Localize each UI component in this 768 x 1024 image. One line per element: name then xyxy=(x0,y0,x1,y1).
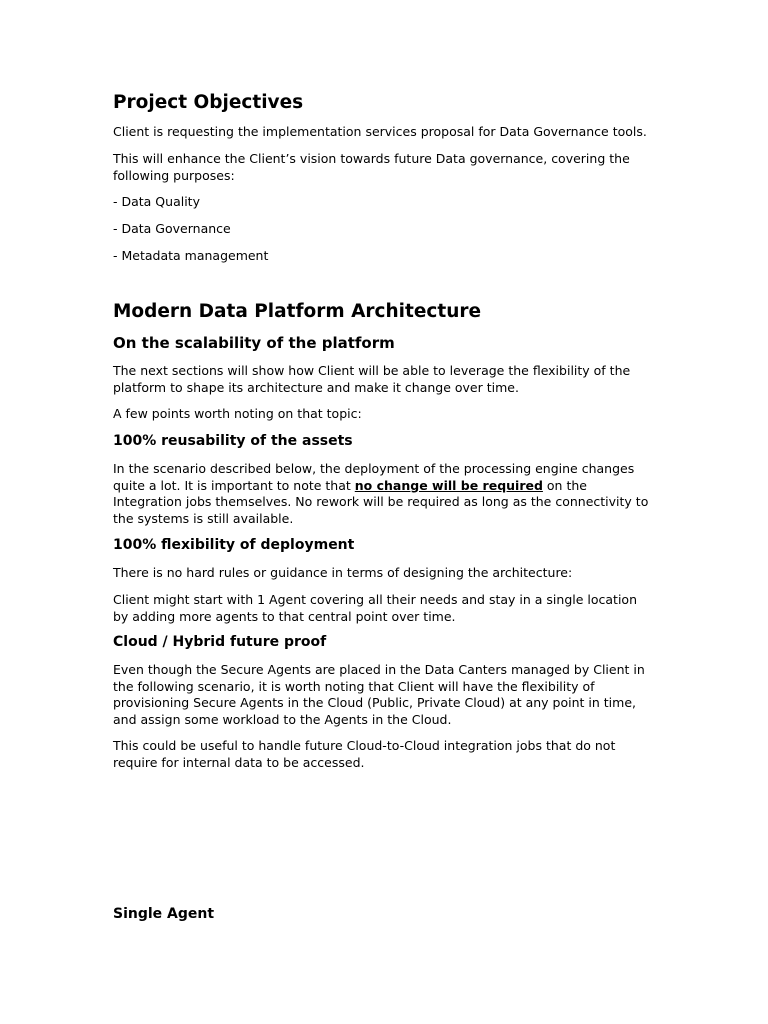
paragraph-reusability xyxy=(113,461,658,527)
reusability-text-end: on the Integration jobs themselves. No rework will be required as long as the connectivity to the systems is still available. xyxy=(113,477,649,526)
paragraph-objectives-intro: Client is requesting the implementation services proposal for Data Governance tools. xyxy=(113,124,647,139)
paragraph-no-hard-rules: There is no hard rules or guidance in terms of designing the architecture: xyxy=(113,565,573,580)
reusability-emphasis: no change will be required xyxy=(354,477,543,493)
reusability-text-start: In the scenario described below, the deployment of the processing engine changes quite a lot. It is important to note that xyxy=(113,461,635,493)
list-item-data-quality: - Data Quality xyxy=(113,194,200,209)
paragraph-objectives-vision: This will enhance the Client’s vision towards future Data governance, covering the following purposes: xyxy=(113,151,630,183)
heading-scalability: On the scalability of the platform xyxy=(113,334,395,352)
heading-cloud-hybrid: Cloud / Hybrid future proof xyxy=(113,634,327,650)
heading-single-agent: Single Agent xyxy=(113,906,215,922)
paragraph-cloud-secure-agents: Even though the Secure Agents are placed in the Data Canters managed by Client in the following scenario, it is worth noting that Client will have the flexibility of provisioning Secure Agents in the Cloud (Public, Private Cloud) at any point in time, and assign some workload to the Agents in the Cloud. xyxy=(113,662,645,727)
paragraph-single-agent-start: Client might start with 1 Agent covering all their needs and stay in a single location by adding more agents to that central point over time. xyxy=(113,592,637,624)
paragraph-scalability: The next sections will show how Client will be able to leverage the flexibility of the platform to shape its architecture and make it change over time. xyxy=(113,363,631,395)
paragraph-cloud-to-cloud: This could be useful to handle future Cloud-to-Cloud integration jobs that do not require for internal data to be accessed. xyxy=(113,738,616,770)
heading-project-objectives: Project Objectives xyxy=(113,92,304,113)
list-item-metadata-management: - Metadata management xyxy=(113,248,269,263)
paragraph-points-worth-noting: A few points worth noting on that topic: xyxy=(113,406,362,421)
heading-modern-data-platform: Modern Data Platform Architecture xyxy=(113,301,482,322)
heading-flexibility: 100% flexibility of deployment xyxy=(113,537,355,553)
list-item-data-governance: - Data Governance xyxy=(113,221,231,236)
heading-reusability: 100% reusability of the assets xyxy=(113,433,353,449)
